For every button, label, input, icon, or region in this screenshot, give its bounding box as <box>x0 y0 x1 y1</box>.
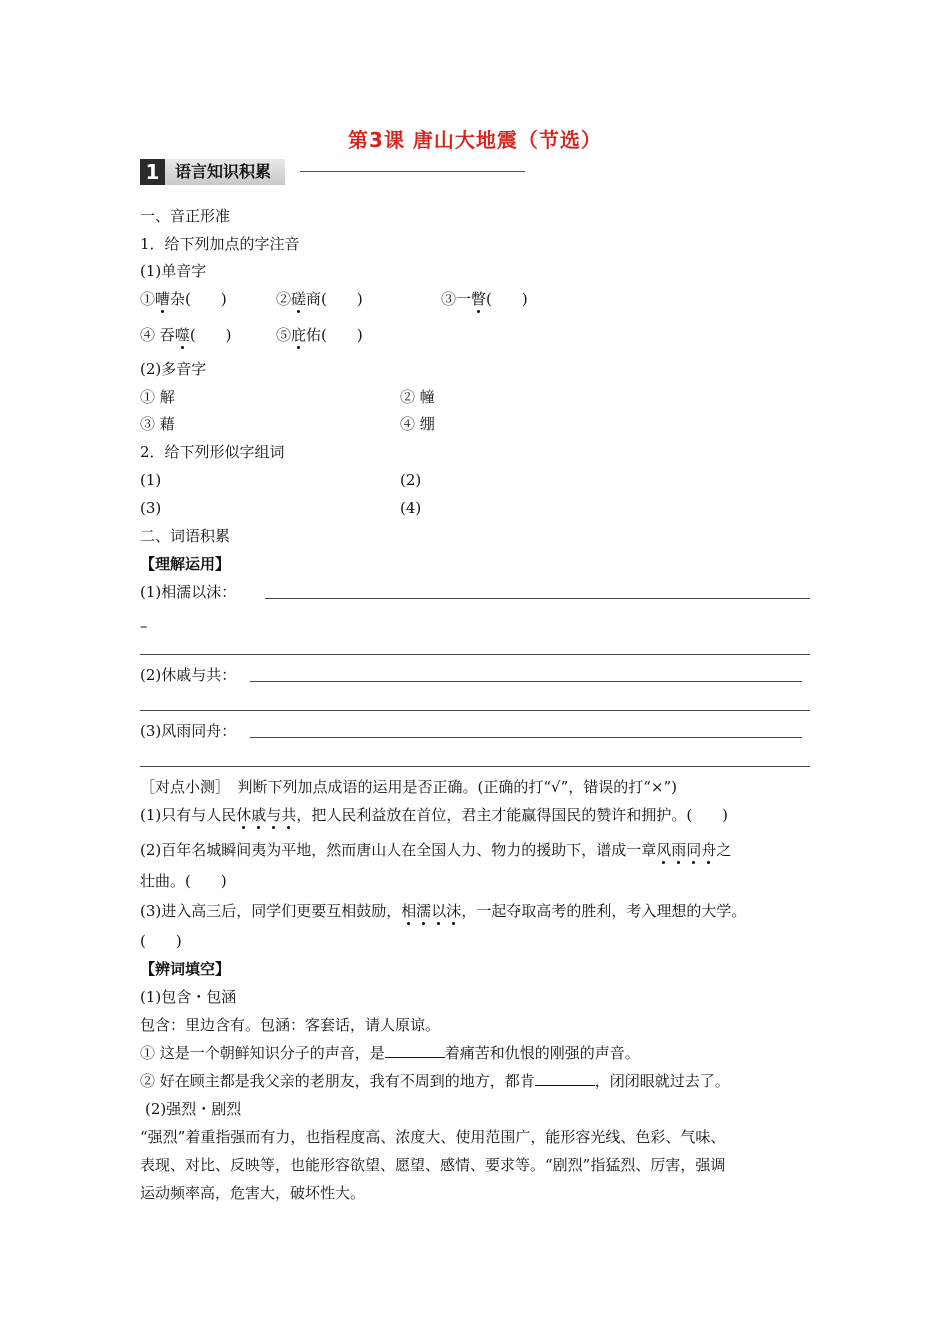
polyphone-item: ② 幢 <box>400 388 435 406</box>
test-item: (3)进入高三后，同学们更要互相鼓励，相濡以沫，一起夺取高考的胜利，考入理想的大学。 <box>140 902 747 920</box>
multi-heading: (2)多音字 <box>140 360 207 378</box>
polyphone-item: ③ 藉 <box>140 415 175 433</box>
pinyin-item: ①嘈杂( ) <box>140 290 227 308</box>
dotted-idiom: 风雨同舟 <box>656 841 717 859</box>
pinyin-item: ⑤庇佑( ) <box>276 326 363 344</box>
discern-heading: 【辨词填空】 <box>140 960 231 978</box>
idiom-label: (1)相濡以沫： <box>140 583 237 601</box>
idiom-label: (2)休戚与共： <box>140 666 237 684</box>
answer-line[interactable] <box>250 737 802 738</box>
polyphone-item: ④ 绷 <box>400 415 435 433</box>
shape-item: (1) <box>140 471 162 489</box>
idiom-label: (3)风雨同舟： <box>140 722 237 740</box>
fill-item: ② 好在顾主都是我父亲的老朋友，我有不周到的地方，都肯 ，闭闭眼就过去了。 <box>140 1072 730 1090</box>
shape-item: (4) <box>400 499 422 517</box>
part2-heading: 二、词语积累 <box>140 527 231 545</box>
section-header <box>140 159 525 185</box>
understand-heading: 【理解运用】 <box>140 555 231 573</box>
test-intro: ［对点小测］ 判断下列加点成语的运用是否正确。(正确的打“√”，错误的打“×”) <box>140 778 678 796</box>
test-item: (2)百年名城瞬间夷为平地，然而唐山人在全国人力、物力的援助下，谱成一章风雨同舟之 <box>140 841 732 859</box>
polyphone-item: ① 解 <box>140 388 175 406</box>
lesson-title: 第3课 唐山大地震（节选） <box>348 128 602 152</box>
dotted-idiom: 相濡以沫 <box>401 902 462 920</box>
single-heading: (1)单音字 <box>140 262 207 280</box>
word-pair: (2)强烈・剧烈 <box>145 1100 242 1118</box>
question-2: 2．给下列形似字组词 <box>140 443 285 461</box>
dotted-idiom: 休戚与共 <box>236 806 297 824</box>
word-pair-definition: 包含：里边含有。包涵：客套话，请人原谅。 <box>140 1016 441 1034</box>
fill-blank[interactable] <box>385 1043 445 1058</box>
answer-line[interactable] <box>265 598 810 599</box>
section-number: 1 <box>140 159 165 185</box>
word-pair-definition: “强烈”着重指强而有力，也指程度高、浓度大、使用范围广，能形容光线、色彩、气味、 <box>140 1128 726 1146</box>
fill-blank[interactable] <box>535 1071 595 1086</box>
fill-item: ① 这是一个朝鲜知识分子的声音，是 着痛苦和仇恨的刚强的声音。 <box>140 1044 640 1062</box>
section-divider <box>300 171 525 172</box>
test-item-cont: ( ) <box>140 932 182 950</box>
word-pair: (1)包含・包涵 <box>140 988 237 1006</box>
shape-item: (2) <box>400 471 422 489</box>
section-label: 语言知识积累 <box>165 159 285 185</box>
test-item: (1)只有与人民休戚与共，把人民利益放在首位，君主才能赢得国民的赞许和拥护。( ) <box>140 806 729 824</box>
word-pair-definition: 运动频率高，危害大，破坏性大。 <box>140 1184 366 1202</box>
pinyin-item: ②磋商( ) <box>276 290 363 308</box>
word-pair-definition: 表现、对比、反映等，也能形容欲望、愿望、感情、要求等。“剧烈”指猛烈、厉害，强调 <box>140 1156 726 1174</box>
pinyin-item: ④ 吞噬( ) <box>140 326 232 344</box>
test-item-cont: 壮曲。( ) <box>140 872 227 890</box>
question-1: 1．给下列加点的字注音 <box>140 235 300 253</box>
answer-line[interactable] <box>140 766 810 767</box>
pinyin-item: ③一瞥( ) <box>441 290 528 308</box>
shape-item: (3) <box>140 499 162 517</box>
answer-line[interactable] <box>140 654 810 655</box>
answer-line[interactable] <box>250 681 802 682</box>
answer-line[interactable] <box>140 710 810 711</box>
stray-dash: – <box>140 617 148 635</box>
part1-heading: 一、音正形准 <box>140 207 231 225</box>
